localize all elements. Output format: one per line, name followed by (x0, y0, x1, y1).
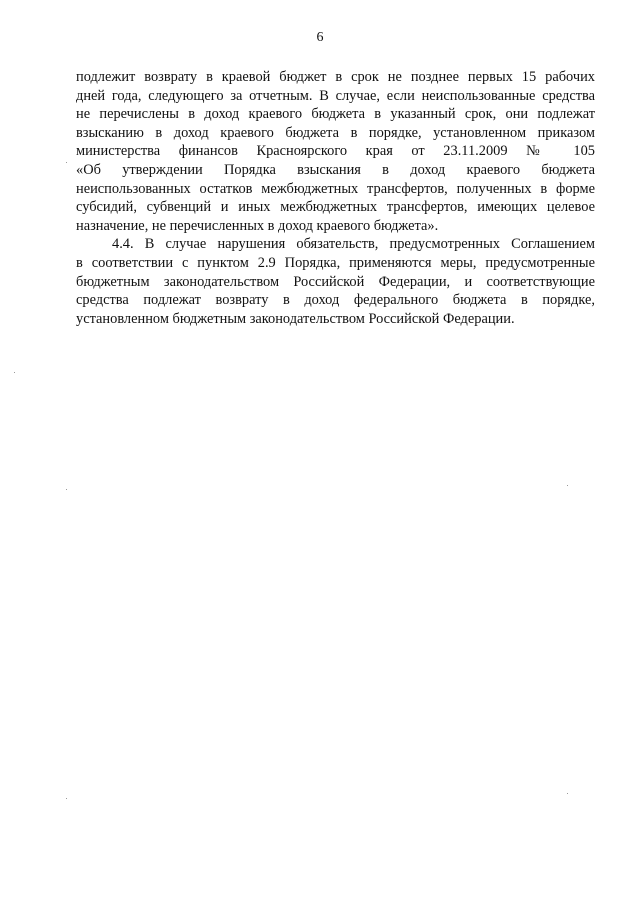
paragraph-4-4 (76, 235, 595, 328)
text-line: неиспользованных остатков межбюджетных трансфертов, полученных в форме (76, 180, 595, 197)
text-line: назначение, не перечисленных в доход краевого бюджета». (76, 217, 439, 234)
text-line: бюджетным законодательством Российской Федерации, и соответствующие (76, 273, 595, 290)
text-line: «Об утверждении Порядка взыскания в доход краевого бюджета (76, 161, 595, 178)
scan-speck (14, 372, 15, 373)
text-line: в соответствии с пунктом 2.9 Порядка, применяются меры, предусмотренные (76, 254, 595, 271)
scan-speck (66, 162, 67, 163)
text-line: 4.4. В случае нарушения обязательств, предусмотренных Соглашением (112, 236, 595, 253)
text-line: взысканию в доход краевого бюджета в порядке, установленном приказом (76, 124, 595, 141)
scan-speck (567, 485, 568, 486)
text-line: не перечислены в доход краевого бюджета в указанный срок, они подлежат (76, 106, 595, 123)
text-line: субсидий, субвенций и иных межбюджетных трансфертов, имеющих целевое (76, 199, 595, 216)
document-body (76, 68, 595, 328)
scan-speck (66, 798, 67, 799)
scan-speck (66, 489, 67, 490)
paragraph-continuation (76, 68, 595, 235)
text-line: министерства финансов Красноярского края от 23.11.2009 № 105 (76, 143, 595, 160)
text-line: установленном бюджетным законодательством Российской Федерации. (76, 310, 515, 327)
text-line: подлежит возврату в краевой бюджет в срок не позднее первых 15 рабочих (76, 69, 595, 85)
page-number: 6 (316, 30, 324, 45)
scan-speck (567, 793, 568, 794)
text-line: дней года, следующего за отчетным. В случае, если неиспользованные средства (76, 87, 595, 104)
text-line: средства подлежат возврату в доход федерального бюджета в порядке, (76, 292, 595, 309)
